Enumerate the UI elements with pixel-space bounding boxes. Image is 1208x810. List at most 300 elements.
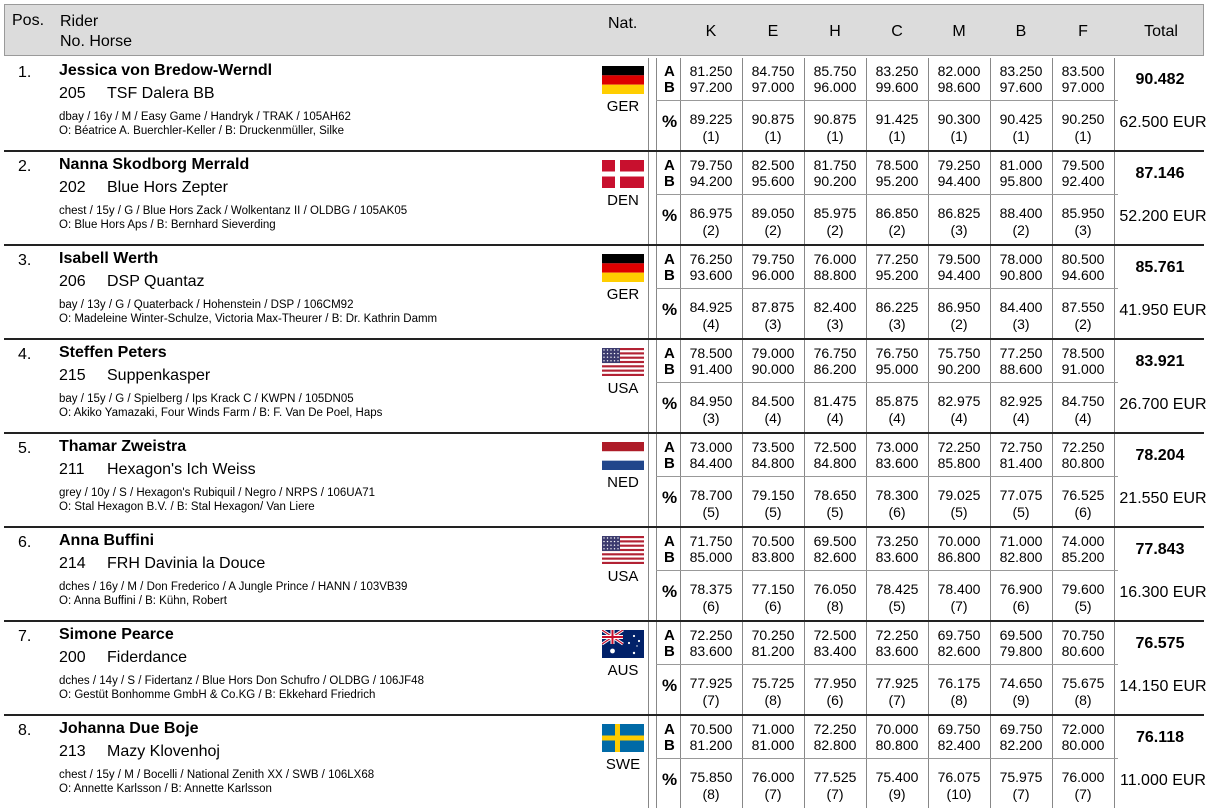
score-b: 83.600 [875,643,919,659]
score-a: 78.500 [1061,345,1105,361]
horse-name: Suppenkasper [107,367,211,384]
score-b: 97.000 [1061,79,1105,95]
score-a: 79.250 [937,157,981,173]
score-b: 88.800 [813,267,857,283]
score-percent: 84.925 [689,299,733,315]
row-label-b: B [664,455,675,472]
score-b: 85.000 [689,549,733,565]
denmark-flag-icon [602,160,644,188]
score-percent: 76.075 [937,769,981,785]
total-header: Total [1144,23,1178,40]
owner-breeder: O: Béatrice A. Buerchler-Keller / B: Druckenmüller, Silke [59,125,345,137]
score-b: 94.400 [937,173,981,189]
row-label-a: A [664,721,675,738]
score-a: 70.000 [875,721,919,737]
column-divider [656,716,657,808]
score-a: 82.500 [751,157,795,173]
score-percent: 87.875 [751,299,795,315]
score-percent: 89.225 [689,111,733,127]
score-b: 92.400 [1061,173,1105,189]
rider-name: Nanna Skodborg Merrald [59,156,250,173]
score-a: 72.500 [813,439,857,455]
total-score: 78.204 [1135,447,1185,464]
judge-rank: (2) [950,316,968,332]
score-percent: 78.700 [689,487,733,503]
score-b: 90.800 [999,267,1043,283]
row-label-a: A [664,251,675,268]
score-percent: 85.875 [875,393,919,409]
horse-details: chest / 15y / M / Bocelli / National Zenith XX / SWB / 106LX68 [59,769,375,781]
judge-rank: (4) [1074,410,1092,426]
score-percent: 76.000 [1061,769,1105,785]
owner-breeder: O: Stal Hexagon B.V. / B: Stal Hexagon/ Van Liere [59,501,315,513]
nation-code: USA [607,380,639,397]
column-divider [1114,716,1115,808]
prize-money: 16.300 EUR [1119,584,1207,601]
score-b: 90.200 [813,173,857,189]
score-percent: 87.550 [1061,299,1105,315]
horse-line [59,743,220,761]
row-divider [656,194,1118,195]
score-a: 79.500 [1061,157,1105,173]
score-a: 69.750 [999,721,1043,737]
judge-rank: (7) [764,786,782,802]
score-percent: 77.075 [999,487,1043,503]
row-label-a: A [664,345,675,362]
score-percent: 75.675 [1061,675,1105,691]
row-label-percent: % [662,112,678,131]
judge-b-header: B [1015,23,1027,40]
germany-flag-icon [602,254,644,282]
horse-name: TSF Dalera BB [107,85,215,102]
score-b: 94.400 [937,267,981,283]
pos-header: Pos. [12,12,45,29]
score-b: 85.800 [937,455,981,471]
score-b: 80.800 [875,737,919,753]
score-a: 70.500 [751,533,795,549]
row-label-b: B [664,549,675,566]
judge-rank: (7) [702,692,720,708]
score-percent: 76.000 [751,769,795,785]
score-percent: 74.650 [999,675,1043,691]
score-a: 69.750 [937,627,981,643]
score-b: 88.600 [999,361,1043,377]
row-label-percent: % [662,770,678,789]
judge-rank: (7) [888,692,906,708]
horse-number: 215 [59,367,86,384]
score-percent: 82.925 [999,393,1043,409]
score-a: 75.750 [937,345,981,361]
score-b: 90.200 [937,361,981,377]
judge-rank: (7) [950,598,968,614]
score-a: 78.500 [875,157,919,173]
score-b: 82.400 [937,737,981,753]
judge-rank: (4) [1012,410,1030,426]
rider-name: Isabell Werth [59,250,159,267]
score-percent: 75.400 [875,769,919,785]
score-percent: 86.975 [689,205,733,221]
judge-rank: (1) [826,128,844,144]
column-divider [656,622,657,714]
judge-rank: (9) [1012,692,1030,708]
score-b: 90.000 [751,361,795,377]
judge-rank: (5) [888,598,906,614]
score-b: 94.600 [1061,267,1105,283]
horse-name: FRH Davinia la Douce [107,555,266,572]
score-percent: 76.050 [813,581,857,597]
judge-rank: (9) [888,786,906,802]
position: 6. [18,534,32,551]
score-a: 85.750 [813,63,857,79]
score-a: 69.750 [937,721,981,737]
column-divider [656,246,657,338]
rider-name: Steffen Peters [59,344,167,361]
rider-name: Johanna Due Boje [59,720,199,737]
horse-number: 202 [59,179,86,196]
judge-rank: (6) [826,692,844,708]
column-divider [648,716,649,808]
row-label-b: B [664,267,675,284]
score-a: 71.000 [999,533,1043,549]
owner-breeder: O: Blue Hors Aps / B: Bernhard Sieverding [59,219,276,231]
total-score: 85.761 [1135,259,1185,276]
judge-rank: (10) [946,786,972,802]
judge-rank: (3) [888,316,906,332]
score-a: 71.750 [689,533,733,549]
score-a: 78.000 [999,251,1043,267]
row-divider [656,476,1118,477]
horse-line [59,649,187,667]
score-b: 97.000 [751,79,795,95]
row-label-percent: % [662,394,678,413]
judge-rank: (3) [950,222,968,238]
position: 8. [18,722,32,739]
score-a: 79.000 [751,345,795,361]
total-score: 83.921 [1135,353,1185,370]
score-a: 69.500 [999,627,1043,643]
score-b: 81.000 [751,737,795,753]
nation-code: GER [606,98,640,115]
score-percent: 77.925 [875,675,919,691]
score-b: 84.400 [689,455,733,471]
score-b: 95.200 [875,173,919,189]
row-divider [656,664,1118,665]
column-divider [648,622,649,714]
horse-number: 211 [59,461,85,478]
table-row [4,716,1204,810]
score-percent: 84.950 [689,393,733,409]
score-a: 76.250 [689,251,733,267]
results-table-header [4,4,1204,56]
score-a: 73.500 [751,439,795,455]
judge-rank: (7) [826,786,844,802]
score-percent: 77.950 [813,675,857,691]
horse-line [59,179,228,197]
horse-number: 200 [59,649,86,666]
owner-breeder: O: Gestüt Bonhomme GmbH & Co.KG / B: Ekkehard Friedrich [59,689,376,701]
nation-code: NED [607,474,639,491]
score-b: 97.600 [999,79,1043,95]
score-percent: 77.925 [689,675,733,691]
usa-flag-icon [602,348,644,376]
score-percent: 79.600 [1061,581,1105,597]
row-label-b: B [664,173,675,190]
score-a: 72.250 [875,627,919,643]
position: 4. [18,346,32,363]
prize-money: 26.700 EUR [1119,396,1207,413]
score-a: 72.250 [689,627,733,643]
row-divider [656,570,1118,571]
column-divider [648,246,649,338]
score-a: 81.250 [689,63,733,79]
score-a: 69.500 [813,533,857,549]
score-percent: 77.525 [813,769,857,785]
horse-details: chest / 15y / G / Blue Hors Zack / Wolkentanz II / OLDBG / 105AK05 [59,205,408,217]
horse-line [59,461,256,479]
column-divider [1114,58,1115,150]
score-percent: 82.400 [813,299,857,315]
score-b: 80.000 [1061,737,1105,753]
score-b: 83.600 [689,643,733,659]
row-label-percent: % [662,206,678,225]
score-b: 94.200 [689,173,733,189]
judge-e-header: E [767,23,779,40]
score-b: 91.000 [1061,361,1105,377]
judge-rank: (2) [888,222,906,238]
score-b: 98.600 [937,79,981,95]
score-a: 80.500 [1061,251,1105,267]
row-label-percent: % [662,488,678,507]
judge-rank: (5) [1012,504,1030,520]
row-label-percent: % [662,676,678,695]
score-b: 83.400 [813,643,857,659]
rider-name: Simone Pearce [59,626,174,643]
score-b: 80.800 [1061,455,1105,471]
row-label-b: B [664,79,675,96]
horse-name: Mazy Klovenhoj [107,743,220,760]
judge-rank: (7) [1012,786,1030,802]
prize-money: 62.500 EUR [1119,114,1207,131]
score-percent: 78.425 [875,581,919,597]
judge-rank: (6) [764,598,782,614]
horse-details: grey / 10y / S / Hexagon's Rubiquil / Negro / NRPS / 106UA71 [59,487,376,499]
judge-m-header: M [952,23,966,40]
horse-number: 213 [59,743,86,760]
row-label-percent: % [662,300,678,319]
rider-horse-header [60,12,132,52]
nation-code: USA [607,568,639,585]
owner-breeder: O: Annette Karlsson / B: Annette Karlsson [59,783,272,795]
score-a: 83.250 [875,63,919,79]
judge-rank: (3) [702,410,720,426]
column-divider [1114,340,1115,432]
judge-rank: (8) [764,692,782,708]
score-b: 84.800 [751,455,795,471]
score-percent: 90.250 [1061,111,1105,127]
score-percent: 85.975 [813,205,857,221]
score-b: 81.200 [751,643,795,659]
score-percent: 91.425 [875,111,919,127]
horse-details: bay / 15y / G / Spielberg / Ips Krack C / KWPN / 105DN05 [59,393,354,405]
score-b: 85.200 [1061,549,1105,565]
table-row [4,622,1207,716]
score-percent: 78.300 [875,487,919,503]
column-divider [656,58,657,150]
score-b: 97.200 [689,79,733,95]
score-percent: 86.850 [875,205,919,221]
germany-flag-icon [602,66,644,94]
position: 3. [18,252,32,269]
score-a: 74.000 [1061,533,1105,549]
column-divider [1114,246,1115,338]
row-label-a: A [664,533,675,550]
table-row [4,152,1207,246]
column-divider [1114,622,1115,714]
score-a: 72.250 [937,439,981,455]
horse-number: 214 [59,555,86,572]
score-percent: 90.300 [937,111,981,127]
column-divider [656,340,657,432]
judge-rank: (5) [1074,598,1092,614]
score-a: 73.250 [875,533,919,549]
score-b: 81.200 [689,737,733,753]
nation-code: AUS [607,662,639,679]
usa-flag-icon [602,536,644,564]
judge-rank: (6) [702,598,720,614]
table-row [4,434,1207,528]
total-score: 76.118 [1135,729,1185,746]
score-b: 82.600 [813,549,857,565]
score-a: 79.500 [937,251,981,267]
column-divider [1114,434,1115,526]
judge-rank: (1) [888,128,906,144]
column-divider [1114,152,1115,244]
score-b: 82.800 [813,737,857,753]
judge-rank: (1) [1074,128,1092,144]
sweden-flag-icon [602,724,644,752]
score-percent: 86.950 [937,299,981,315]
score-percent: 79.025 [937,487,981,503]
total-score: 87.146 [1135,165,1185,182]
judge-rank: (3) [826,316,844,332]
judge-rank: (8) [702,786,720,802]
judge-c-header: C [891,23,903,40]
judge-rank: (5) [702,504,720,520]
judge-rank: (1) [702,128,720,144]
judge-rank: (5) [826,504,844,520]
prize-money: 41.950 EUR [1119,302,1207,319]
column-divider [656,528,657,620]
judge-rank: (2) [764,222,782,238]
rider-header: Rider [60,13,99,30]
row-label-a: A [664,627,675,644]
score-percent: 75.725 [751,675,795,691]
score-percent: 84.500 [751,393,795,409]
nation-code: SWE [605,756,641,773]
table-row [4,58,1207,152]
score-percent: 86.225 [875,299,919,315]
score-b: 86.800 [937,549,981,565]
horse-line [59,85,215,103]
score-percent: 76.525 [1061,487,1105,503]
judge-rank: (2) [1074,316,1092,332]
score-a: 70.750 [1061,627,1105,643]
score-a: 78.500 [689,345,733,361]
judge-rank: (3) [764,316,782,332]
score-b: 95.200 [875,267,919,283]
horse-line [59,555,265,573]
judge-f-header: F [1078,23,1088,40]
score-b: 83.600 [875,549,919,565]
judge-rank: (2) [1012,222,1030,238]
score-a: 82.000 [937,63,981,79]
score-a: 77.250 [875,251,919,267]
judge-rank: (6) [1012,598,1030,614]
score-percent: 85.950 [1061,205,1105,221]
column-divider [648,528,649,620]
score-b: 83.800 [751,549,795,565]
score-a: 83.500 [1061,63,1105,79]
judge-rank: (2) [702,222,720,238]
judge-rank: (2) [826,222,844,238]
row-label-b: B [664,361,675,378]
score-a: 72.000 [1061,721,1105,737]
row-label-a: A [664,157,675,174]
horse-number: 205 [59,85,86,102]
score-b: 91.400 [689,361,733,377]
column-divider [656,152,657,244]
horse-name: DSP Quantaz [107,273,205,290]
nation-code: DEN [607,192,639,209]
score-percent: 90.875 [751,111,795,127]
judge-h-header: H [829,23,841,40]
rider-name: Anna Buffini [59,532,155,549]
score-percent: 78.650 [813,487,857,503]
score-percent: 75.975 [999,769,1043,785]
score-a: 79.750 [689,157,733,173]
judge-rank: (8) [826,598,844,614]
score-a: 77.250 [999,345,1043,361]
judge-rank: (1) [950,128,968,144]
score-percent: 81.475 [813,393,857,409]
column-divider [656,434,657,526]
score-a: 79.750 [751,251,795,267]
judge-rank: (4) [826,410,844,426]
score-percent: 89.050 [751,205,795,221]
judge-rank: (8) [1074,692,1092,708]
rider-name: Thamar Zweistra [59,438,187,455]
score-a: 84.750 [751,63,795,79]
position: 5. [18,440,32,457]
horse-details: dches / 14y / S / Fidertanz / Blue Hors Don Schufro / OLDBG / 106JF48 [59,675,424,687]
score-a: 72.750 [999,439,1043,455]
australia-flag-icon [602,630,644,658]
position: 2. [18,158,32,175]
owner-breeder: O: Anna Buffini / B: Kühn, Robert [59,595,227,607]
judge-k-header: K [705,23,717,40]
row-label-a: A [664,439,675,456]
column-divider [648,58,649,150]
score-percent: 77.150 [751,581,795,597]
column-divider [648,340,649,432]
position: 1. [18,64,32,81]
score-a: 76.000 [813,251,857,267]
position: 7. [18,628,32,645]
nation-code: GER [606,286,640,303]
score-b: 82.600 [937,643,981,659]
total-score: 77.843 [1135,541,1185,558]
score-b: 82.200 [999,737,1043,753]
